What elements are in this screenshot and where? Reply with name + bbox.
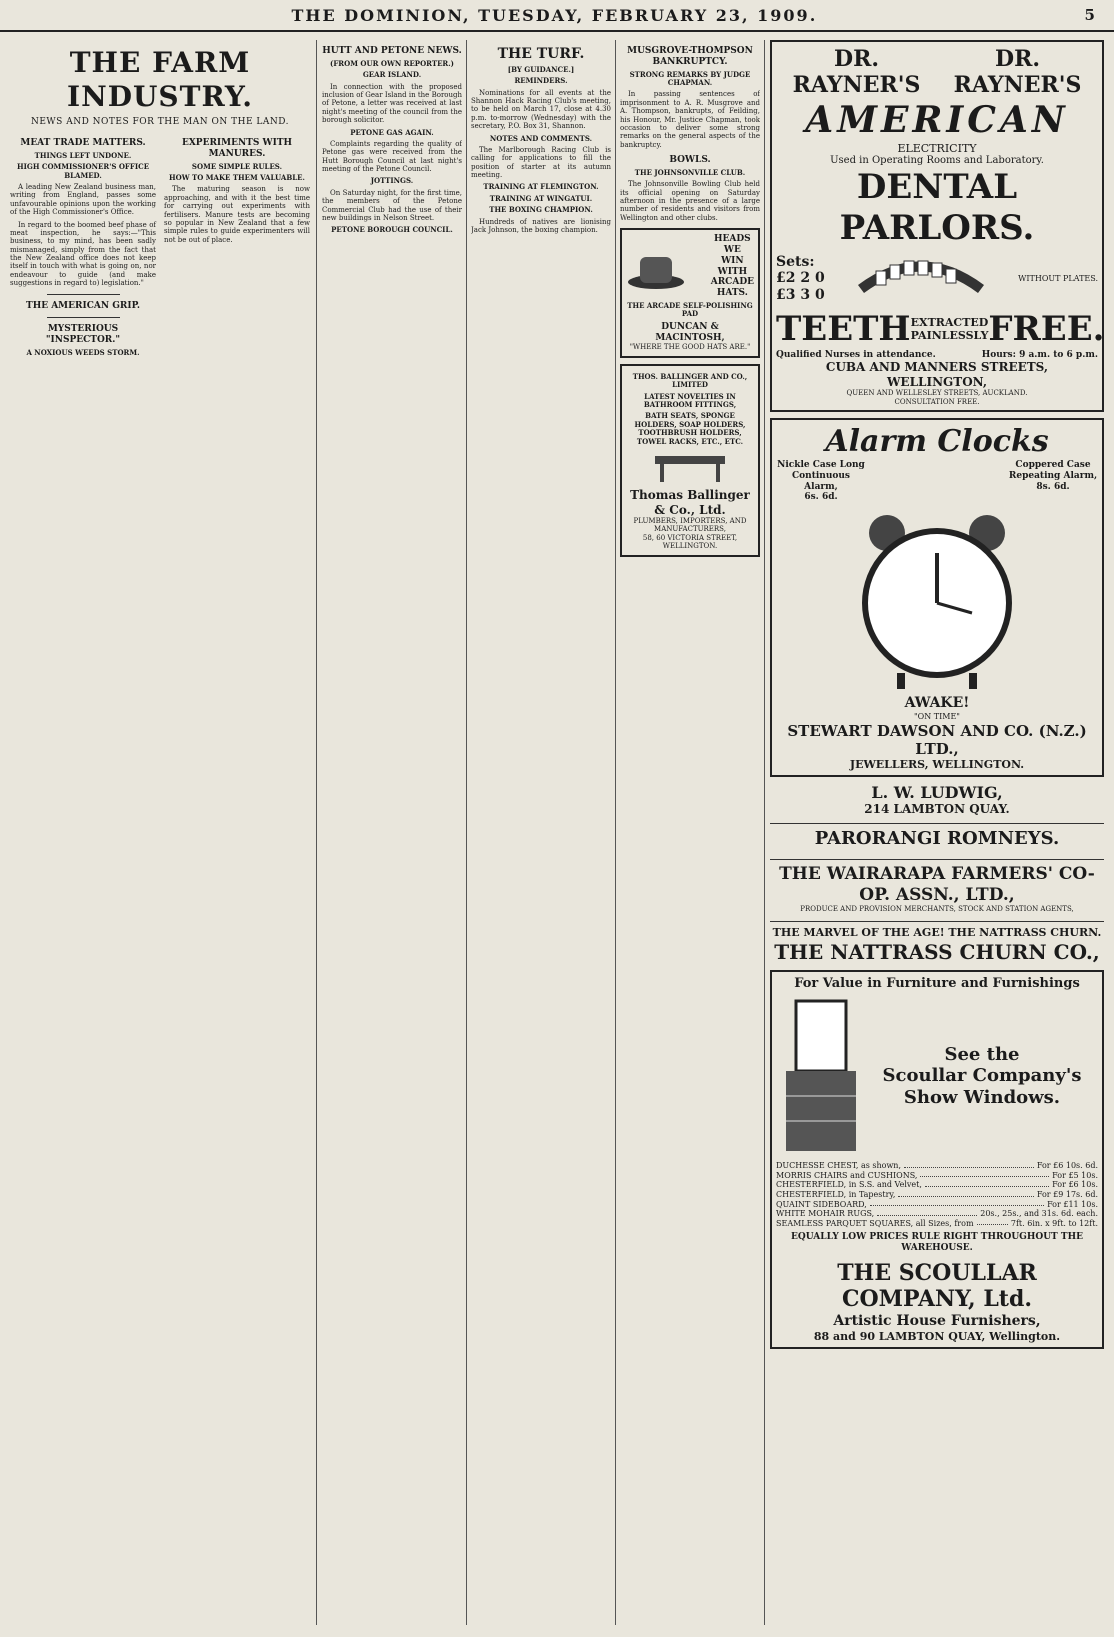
price-item: MORRIS CHAIRS and CUSHIONS, For £5 10s. bbox=[776, 1170, 1098, 1180]
free-word: FREE. bbox=[988, 308, 1104, 349]
flemington-heading: TRAINING AT FLEMINGTON. bbox=[483, 182, 599, 192]
price-item: SEAMLESS PARQUET SQUARES, all Sizes, from 7ft. 6in. x 9ft. to 12ft. bbox=[776, 1218, 1098, 1228]
things-left-undone: THINGS LEFT UNDONE. bbox=[34, 150, 132, 160]
page-number-left bbox=[18, 6, 24, 24]
ballinger-items: BATH SEATS, SPONGE HOLDERS, SOAP HOLDERS, TOOTHBRUSH HOLDERS, TOWEL RACKS, ETC., ETC. bbox=[634, 411, 746, 446]
hutt-from: (FROM OUR OWN REPORTER.) bbox=[330, 58, 454, 68]
gear-island-heading: GEAR ISLAND. bbox=[362, 70, 422, 80]
turf-para-3: Hundreds of natives are lionising Jack Johnson, the boxing champion. bbox=[471, 217, 611, 235]
consultation: CONSULTATION FREE. bbox=[894, 397, 980, 406]
duncan-sub: "WHERE THE GOOD HATS ARE." bbox=[629, 343, 751, 352]
scoullar-company: Scoullar Company's bbox=[882, 1065, 1082, 1087]
artistic: Artistic House Furnishers, bbox=[833, 1312, 1041, 1329]
ludwig-addr: 214 LAMBTON QUAY. bbox=[864, 802, 1010, 817]
used-in: Used in Operating Rooms and Laboratory. bbox=[830, 155, 1044, 167]
ballinger-top: THOS. BALLINGER AND CO., LIMITED bbox=[632, 371, 748, 390]
farm-para-2: In regard to the boomed beef phase of meat inspection, he says:—"This business, to my mind, has been sadly mismanaged, simply from the fact that the New Zealand office does not keep itself in touch with what is going on, nor endeavour to guide (and make suggestions in regard to) legislation." bbox=[10, 220, 156, 288]
queen-address: QUEEN AND WELLESLEY STREETS, AUCKLAND. bbox=[846, 389, 1028, 398]
price-1: £2 2 0 bbox=[776, 270, 825, 287]
hutt-title: HUTT AND PETONE NEWS. bbox=[322, 46, 462, 56]
turf-title: THE TURF. bbox=[497, 46, 585, 62]
low-prices: EQUALLY LOW PRICES RULE RIGHT THROUGHOUT THE WAREHOUSE. bbox=[791, 1232, 1083, 1254]
hats-slogan: HEADS WE WIN WITH ARCADE HATS. bbox=[710, 234, 754, 299]
column-rule bbox=[615, 40, 616, 1625]
nattrass-name: THE NATTRASS CHURN CO., bbox=[774, 939, 1100, 964]
rayner-left: DR. RAYNER'S bbox=[792, 46, 921, 99]
electricity: ELECTRICITY bbox=[897, 141, 977, 155]
alarm-clocks-ad bbox=[770, 418, 1104, 777]
masthead-title: THE DOMINION, TUESDAY, FEBRUARY 23, 1909. bbox=[291, 5, 818, 25]
stewart-dawson: STEWART DAWSON AND CO. (N.Z.) LTD., bbox=[787, 721, 1087, 758]
alarm-title: Alarm Clocks bbox=[825, 423, 1049, 459]
scoullar-addr: 88 and 90 LAMBTON QUAY, Wellington. bbox=[813, 1329, 1061, 1343]
meat-trade-heading: MEAT TRADE MATTERS. bbox=[20, 137, 146, 148]
scoullar-top: For Value in Furniture and Furnishings bbox=[794, 975, 1080, 991]
turf-by: [BY GUIDANCE.] bbox=[507, 64, 575, 74]
musgrove-section bbox=[620, 40, 760, 1630]
nickle: Nickle Case Long Continuous Alarm, bbox=[777, 459, 865, 492]
column-rule bbox=[316, 40, 317, 1625]
turf-para-2: The Marlborough Racing Club is calling for applications to fill the position of starter at its autumn meeting. bbox=[471, 145, 611, 180]
without-plates: WITHOUT PLATES. bbox=[1018, 273, 1098, 283]
ludwig-name: L. W. LUDWIG, bbox=[871, 783, 1003, 803]
price-item: DUCHESSE CHEST, as shown, For £6 10s. 6d. bbox=[776, 1161, 1098, 1171]
experiments-heading: EXPERIMENTS WITH MANURES. bbox=[181, 137, 293, 159]
price-item: WHITE MOHAIR RUGS, 20s., 25s., and 31s. 6d. each. bbox=[776, 1209, 1098, 1219]
parorangi: PARORANGI ROMNEYS. bbox=[770, 823, 1104, 850]
ballinger-addr: 58, 60 VICTORIA STREET, WELLINGTON. bbox=[642, 533, 738, 551]
scoullar-ad bbox=[770, 970, 1104, 1349]
american-word: AMERICAN bbox=[805, 98, 1069, 141]
page-number: 5 bbox=[1084, 6, 1096, 24]
bowls-heading: BOWLS. bbox=[669, 155, 711, 166]
farm-subtitle: NEWS AND NOTES FOR THE MAN ON THE LAND. bbox=[30, 117, 290, 128]
american-grip-heading: THE AMERICAN GRIP. bbox=[26, 300, 140, 311]
farm-col-b bbox=[164, 132, 310, 360]
bath-seat-icon bbox=[650, 446, 730, 486]
hutt-para-1: In connection with the proposed inclusion of Gear Island in the Borough of Petone, a letter was received at last night's meeting of the council from the borough solicitor. bbox=[322, 82, 462, 125]
boxing-heading: THE BOXING CHAMPION. bbox=[489, 205, 593, 215]
hat-icon bbox=[626, 237, 686, 297]
hats-pad: THE ARCADE SELF-POLISHING PAD bbox=[627, 301, 753, 319]
nattrass-marvel: THE MARVEL OF THE AGE! THE NATTRASS CHURN. bbox=[770, 921, 1104, 939]
notes-heading: NOTES AND COMMENTS. bbox=[489, 133, 593, 143]
rayner-right: DR. RAYNER'S bbox=[953, 46, 1082, 99]
teeth-word: TEETH bbox=[776, 308, 911, 349]
price-item: QUAINT SIDEBOARD, For £11 10s. bbox=[776, 1199, 1098, 1209]
high-commissioner: HIGH COMMISSIONER'S OFFICE BLAMED. bbox=[16, 162, 150, 180]
hutt-section bbox=[322, 40, 462, 1630]
duncan-name: DUNCAN & MACINTOSH, bbox=[655, 321, 725, 343]
hutt-para-2: Complaints regarding the quality of Petone gas were received from the Hutt Borough Council at last night's meeting of the Petone Council. bbox=[322, 139, 462, 174]
simple-rules: SOME SIMPLE RULES. bbox=[191, 161, 283, 171]
farm-para-3: The maturing season is now approaching, and with it the best time for carrying out experiments with fertilisers. Manure tests are becoming so popular in New Zealand that a few simple rules to guide experimenters will not be out of place. bbox=[164, 185, 310, 244]
wairarapa: THE WAIRARAPA FARMERS' CO-OP. ASSN., LTD., bbox=[770, 859, 1104, 905]
rayner-ad bbox=[770, 40, 1104, 412]
price-2: £3 3 0 bbox=[776, 287, 825, 304]
ballinger-name: Thomas Ballinger & Co., Ltd. bbox=[630, 488, 750, 517]
musgrove-para-2: The Johnsonville Bowling Club held its official opening on Saturday afternoon in the presence of a large number of residents and visitors from Wellington and other clubs. bbox=[620, 180, 760, 222]
farm-section bbox=[10, 40, 310, 1630]
show-windows: Show Windows. bbox=[903, 1086, 1061, 1108]
reminders-heading: REMINDERS. bbox=[514, 76, 568, 86]
arcade-hats-ad bbox=[620, 228, 760, 358]
copper: Coppered Case Repeating Alarm, bbox=[1008, 459, 1098, 481]
alarm-clock-icon bbox=[827, 503, 1047, 693]
see-the: See the bbox=[944, 1043, 1020, 1065]
copper-price: 8s. 6d. bbox=[1036, 481, 1070, 492]
scoullar-name: THE SCOULLAR COMPANY, Ltd. bbox=[837, 1259, 1037, 1313]
farm-columns bbox=[10, 132, 310, 360]
extracted: EXTRACTED PAINLESSLY bbox=[910, 315, 989, 343]
jottings-heading: JOTTINGS. bbox=[370, 176, 414, 186]
masthead bbox=[0, 0, 1114, 32]
sets-label: Sets: bbox=[776, 253, 815, 270]
price-item: CHESTERFIELD, in S.S. and Velvet, For £6 10s. bbox=[776, 1180, 1098, 1190]
awake: AWAKE! bbox=[904, 695, 970, 712]
column-rule bbox=[764, 40, 765, 1625]
turf-section bbox=[471, 40, 611, 1630]
wairarapa-sub: PRODUCE AND PROVISION MERCHANTS, STOCK AND STATION AGENTS, bbox=[800, 905, 1074, 914]
musgrove-sub: STRONG REMARKS BY JUDGE CHAPMAN. bbox=[629, 69, 751, 87]
hours: Hours: 9 a.m. to 6 p.m. bbox=[981, 349, 1098, 360]
wingatui-heading: TRAINING AT WINGATUI. bbox=[489, 193, 593, 203]
noxious-weeds: A NOXIOUS WEEDS STORM. bbox=[26, 348, 140, 358]
right-ads bbox=[770, 40, 1104, 1630]
dentures-icon bbox=[856, 249, 986, 309]
divider bbox=[47, 317, 120, 318]
petone-council-heading: PETONE BOROUGH COUNCIL. bbox=[331, 225, 453, 235]
turf-para-1: Nominations for all events at the Shannon Hack Racing Club's meeting, to be held on March 17, close at 4.30 p.m. to-morrow (Wednesday) with the secretary, P.O. Box 31, Shannon. bbox=[471, 88, 611, 131]
dental-parlors: DENTAL PARLORS. bbox=[839, 167, 1035, 248]
jewellers: JEWELLERS, WELLINGTON. bbox=[849, 757, 1025, 771]
nurses: Qualified Nurses in attendance. bbox=[776, 349, 936, 360]
how-to-make: HOW TO MAKE THEM VALUABLE. bbox=[169, 172, 305, 182]
ballinger-latest: LATEST NOVELTIES IN BATHROOM FITTINGS, bbox=[643, 391, 737, 409]
johnsonville-heading: THE JOHNSONVILLE CLUB. bbox=[634, 167, 746, 177]
hutt-para-3: On Saturday night, for the first time, the members of the Petone Commercial Club had the use of their new buildings in Nelson Street. bbox=[322, 188, 462, 223]
nickle-price: 6s. 6d. bbox=[804, 492, 838, 503]
farm-title: THE FARM INDUSTRY. bbox=[67, 46, 253, 113]
musgrove-para-1: In passing sentences of imprisonment to A. R. Musgrove and A. Thompson, bankrupts, of Feilding, his Honour, Mr. Justice Chapman, took occasion to deliver some strong remarks on the general aspects of the bankruptcy. bbox=[620, 90, 760, 149]
duchesse-chest-icon bbox=[776, 991, 866, 1161]
musgrove-title: MUSGROVE-THOMPSON BANKRUPTCY. bbox=[627, 46, 753, 67]
ballinger-ad bbox=[620, 364, 760, 557]
cuba-address: CUBA AND MANNERS STREETS, WELLINGTON, bbox=[825, 360, 1049, 389]
divider bbox=[47, 294, 120, 295]
ballinger-trade: PLUMBERS, IMPORTERS, AND MANUFACTURERS, bbox=[633, 517, 747, 534]
price-item: CHESTERFIELD, in Tapestry, For £9 17s. 6d. bbox=[776, 1189, 1098, 1199]
column-rule bbox=[466, 40, 467, 1625]
mysterious-inspector-heading: MYSTERIOUS "INSPECTOR." bbox=[45, 324, 121, 346]
farm-col-a bbox=[10, 132, 156, 360]
price-list bbox=[776, 1161, 1098, 1228]
petone-gas-heading: PETONE GAS AGAIN. bbox=[350, 127, 434, 137]
on-time: "ON TIME" bbox=[914, 712, 960, 722]
farm-para-1: A leading New Zealand business man, writing from England, passes some unfavourable opinions upon the working of the High Commissioner's Office. bbox=[10, 182, 156, 217]
